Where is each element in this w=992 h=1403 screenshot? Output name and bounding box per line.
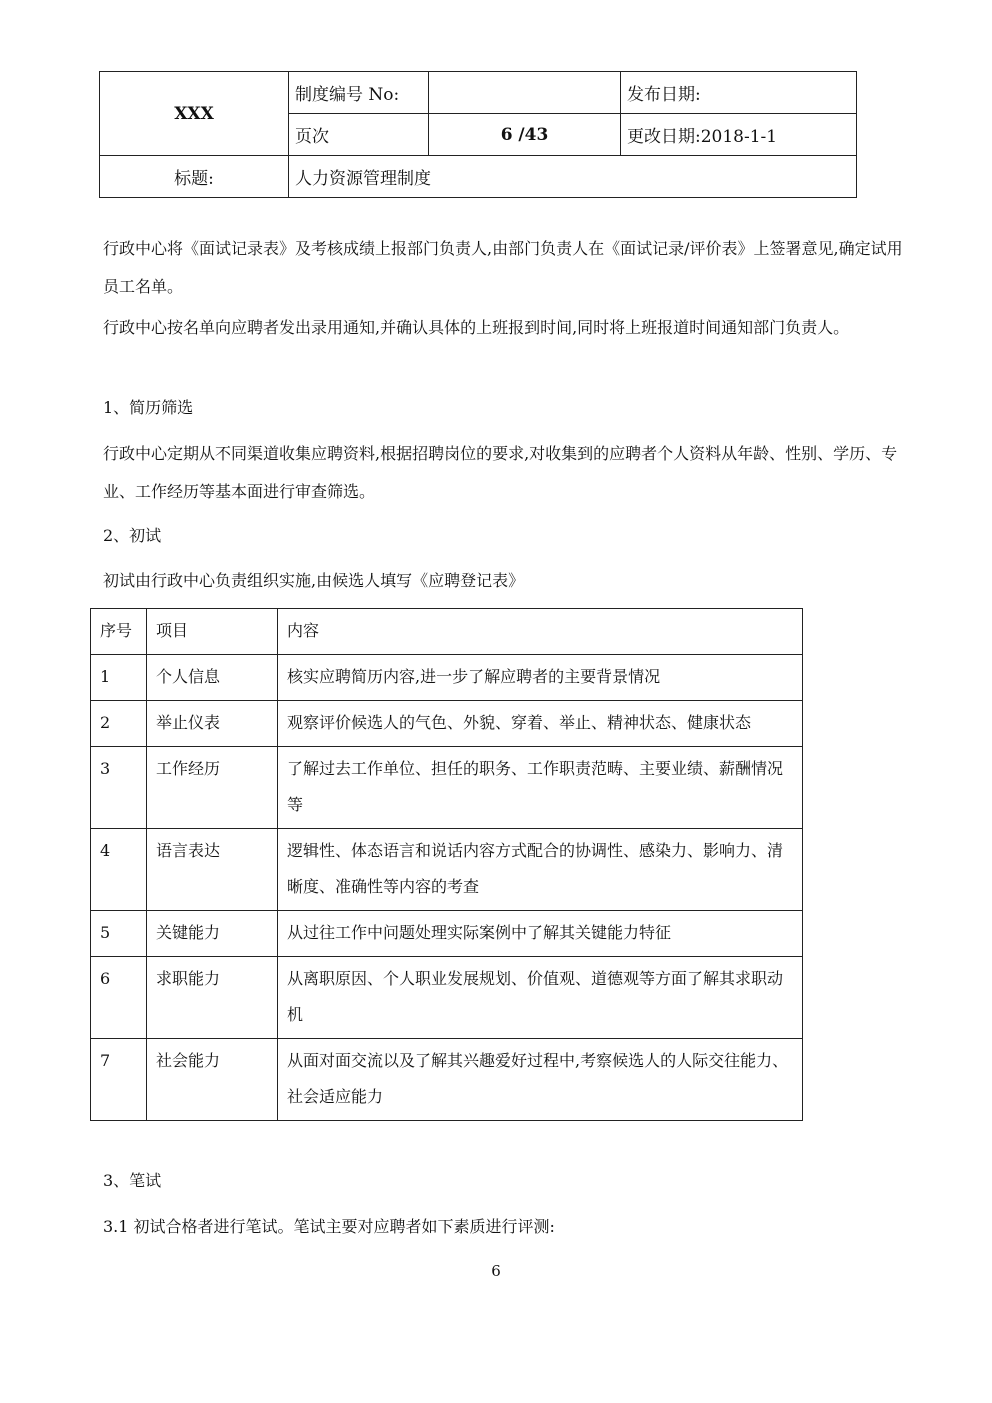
page-number: 6 [491,1262,501,1280]
table-cell-content: 逻辑性、体态语言和说话内容方式配合的协调性、感染力、影响力、清晰度、准确性等内容的考查 [278,829,803,911]
table-cell-index: 1 [91,655,147,701]
table-row [91,655,803,701]
table-cell-item: 社会能力 [147,1039,278,1121]
table-cell-content: 从面对面交流以及了解其兴趣爱好过程中,考察候选人的人际交往能力、社会适应能力 [278,1039,803,1121]
table-cell-item: 个人信息 [147,655,278,701]
table-cell-item: 工作经历 [147,747,278,829]
table-cell-index: 3 [91,747,147,829]
paragraph-report: 行政中心将《面试记录表》及考核成绩上报部门负责人,由部门负责人在《面试记录/评价表》上签署意见,确定试用员工名单。 [103,239,903,296]
title-value: 人力资源管理制度 [289,156,857,198]
table-cell-index: 2 [91,701,147,747]
table-cell-index: 4 [91,829,147,911]
table-cell-content: 了解过去工作单位、担任的职务、工作职责范畴、主要业绩、薪酬情况等 [278,747,803,829]
table-row [91,957,803,1039]
doc-no-value [429,72,621,114]
table-row [91,1039,803,1121]
section-heading-written-test: 3、笔试 [103,1171,162,1190]
initial-interview-table [90,608,803,1121]
section-heading-initial-interview: 2、初试 [103,526,162,545]
title-label: 标题: [100,156,289,198]
table-cell-item: 语言表达 [147,829,278,911]
company-name: XXX [100,72,289,156]
release-date-label: 发布日期: [621,72,857,114]
table-cell-content: 观察评价候选人的气色、外貌、穿着、举止、精神状态、健康状态 [278,701,803,747]
table-cell-content: 从离职原因、个人职业发展规划、价值观、道德观等方面了解其求职动机 [278,957,803,1039]
table-cell-index: 6 [91,957,147,1039]
page-value: 6 /43 [429,114,621,156]
table-cell-item: 求职能力 [147,957,278,1039]
table-cell-item: 关键能力 [147,911,278,957]
table-header-cell: 序号 [91,609,147,655]
change-date-label: 更改日期:2018-1-1 [621,114,857,156]
table-row [91,829,803,911]
table-cell-content: 从过往工作中问题处理实际案例中了解其关键能力特征 [278,911,803,957]
paragraph-initial-interview: 初试由行政中心负责组织实施,由候选人填写《应聘登记表》 [103,571,525,590]
table-row [91,911,803,957]
table-cell-item: 举止仪表 [147,701,278,747]
table-header-cell: 内容 [278,609,803,655]
document-header-table [99,71,857,198]
table-row [91,701,803,747]
table-cell-index: 5 [91,911,147,957]
paragraph-written-test: 3.1 初试合格者进行笔试。笔试主要对应聘者如下素质进行评测: [103,1217,555,1236]
page-label: 页次 [289,114,429,156]
paragraph-notify: 行政中心按名单向应聘者发出录用通知,并确认具体的上班报到时间,同时将上班报道时间通知部门负责人。 [103,318,850,337]
table-cell-index: 7 [91,1039,147,1121]
doc-no-label: 制度编号 No: [289,72,429,114]
table-row [91,747,803,829]
table-cell-content: 核实应聘简历内容,进一步了解应聘者的主要背景情况 [278,655,803,701]
paragraph-screening: 行政中心定期从不同渠道收集应聘资料,根据招聘岗位的要求,对收集到的应聘者个人资料从年龄、性别、学历、专业、工作经历等基本面进行审查筛选。 [103,444,898,501]
table-header-row [91,609,803,655]
section-heading-resume-screening: 1、简历筛选 [103,398,194,417]
table-header-cell: 项目 [147,609,278,655]
